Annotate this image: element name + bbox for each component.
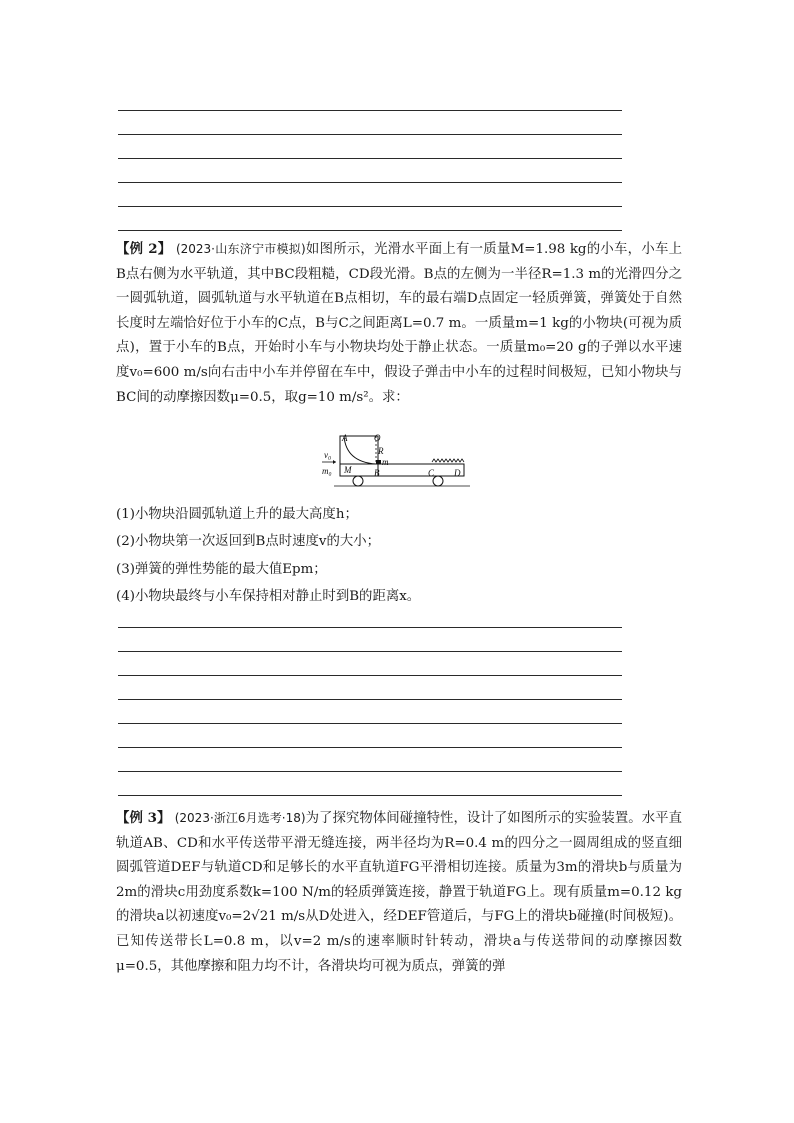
example-3-paragraph xyxy=(116,806,682,979)
small-block xyxy=(376,460,381,464)
label-M: M xyxy=(344,465,352,475)
answer-line xyxy=(118,771,622,772)
label-m: m xyxy=(382,457,389,467)
question-3: (3)弹簧的弹性势能的最大值Epm； xyxy=(116,562,327,577)
answer-line xyxy=(118,627,622,628)
example-3-text: 为了探究物体间碰撞特性，设计了如图所示的实验装置。水平直轨道AB、CD和水平传送带平滑无缝连接，两半径均为R=0.4 m的四分之一圆周组成的竖直细圆弧管道DEF与轨道CD和足够长的水平直轨道FG平滑相切连接。质量为3m的滑块b与质量为2m的滑块c用劲度系数k=100 N/m的轻质弹簧连接，静置于轨道FG上。现有质量m=0.12 kg的滑块a以初速度v₀=2√21 m/s从D处进入，经DEF管道后，与FG上的滑块b碰撞(时间极短)。已知传送带长L=0.8 m，以v=2 m/s的速率顺时针转动，滑块a与传送带间的动摩擦因数μ=0.5，其他摩擦和阻力均不计，各滑块均可视为质点，弹簧的弹 xyxy=(116,811,682,974)
cart-body xyxy=(340,464,464,476)
label-C: C xyxy=(428,468,435,478)
label-D: D xyxy=(454,468,461,478)
answer-line xyxy=(118,699,622,700)
wheel-left xyxy=(353,476,363,486)
label-O: O xyxy=(374,433,381,443)
arc-track xyxy=(344,436,376,464)
answer-line xyxy=(118,206,622,207)
label-R: R xyxy=(378,446,384,456)
answer-line xyxy=(118,747,622,748)
label-B: B xyxy=(374,468,380,478)
answer-line xyxy=(118,675,622,676)
answer-line xyxy=(118,110,622,111)
answer-line xyxy=(118,158,622,159)
answer-line xyxy=(118,134,622,135)
cart-diagram xyxy=(320,432,470,488)
example-2-paragraph xyxy=(116,237,682,410)
answer-lines-middle xyxy=(118,627,622,807)
label-m0: m₀ xyxy=(322,466,332,476)
example-3-tag: 【例 3】 xyxy=(116,810,171,826)
answer-line xyxy=(118,795,622,796)
label-A: A xyxy=(342,433,348,443)
answer-line xyxy=(118,723,622,724)
arrow-head xyxy=(333,460,336,464)
question-2: (2)小物块第一次返回到B点时速度v的大小； xyxy=(116,534,381,549)
answer-lines-top xyxy=(118,110,622,235)
example-2-source: (2023·山东济宁市模拟) xyxy=(175,242,306,256)
label-v0: v₀ xyxy=(324,450,332,460)
example-2-tag: 【例 2】 xyxy=(116,241,172,257)
answer-line xyxy=(118,651,622,652)
wheel-right xyxy=(433,476,443,486)
answer-line xyxy=(118,230,622,231)
example-2-text: 如图所示，光滑水平面上有一质量M=1.98 kg的小车，小车上B点右侧为水平轨道，其中BC段粗糙，CD段光滑。B点的左侧为一半径R=1.3 m的光滑四分之一圆弧轨道，圆弧轨道与水平轨道在B点相切，车的最右端D点固定一轻质弹簧，弹簧处于自然长度时左端恰好位于小车的C点，B与C之间距离L=0.7 m。一质量m=1 kg的小物块(可视为质点)，置于小车的B点，开始时小车与小物块均处于静止状态。一质量m₀=20 g的子弹以水平速度v₀=600 m/s向右击中小车并停留在车中，假设子弹击中小车的过程时间极短，已知小物块与BC间的动摩擦因数μ=0.5，取g=10 m/s²。求： xyxy=(116,242,683,405)
example-3-source: (2023·浙江6月选考·18) xyxy=(174,811,306,825)
spring xyxy=(432,459,464,462)
question-4: (4)小物块最终与小车保持相对静止时到B的距离x。 xyxy=(116,589,421,604)
answer-line xyxy=(118,182,622,183)
question-1: (1)小物块沿圆弧轨道上升的最大高度h； xyxy=(116,507,358,522)
